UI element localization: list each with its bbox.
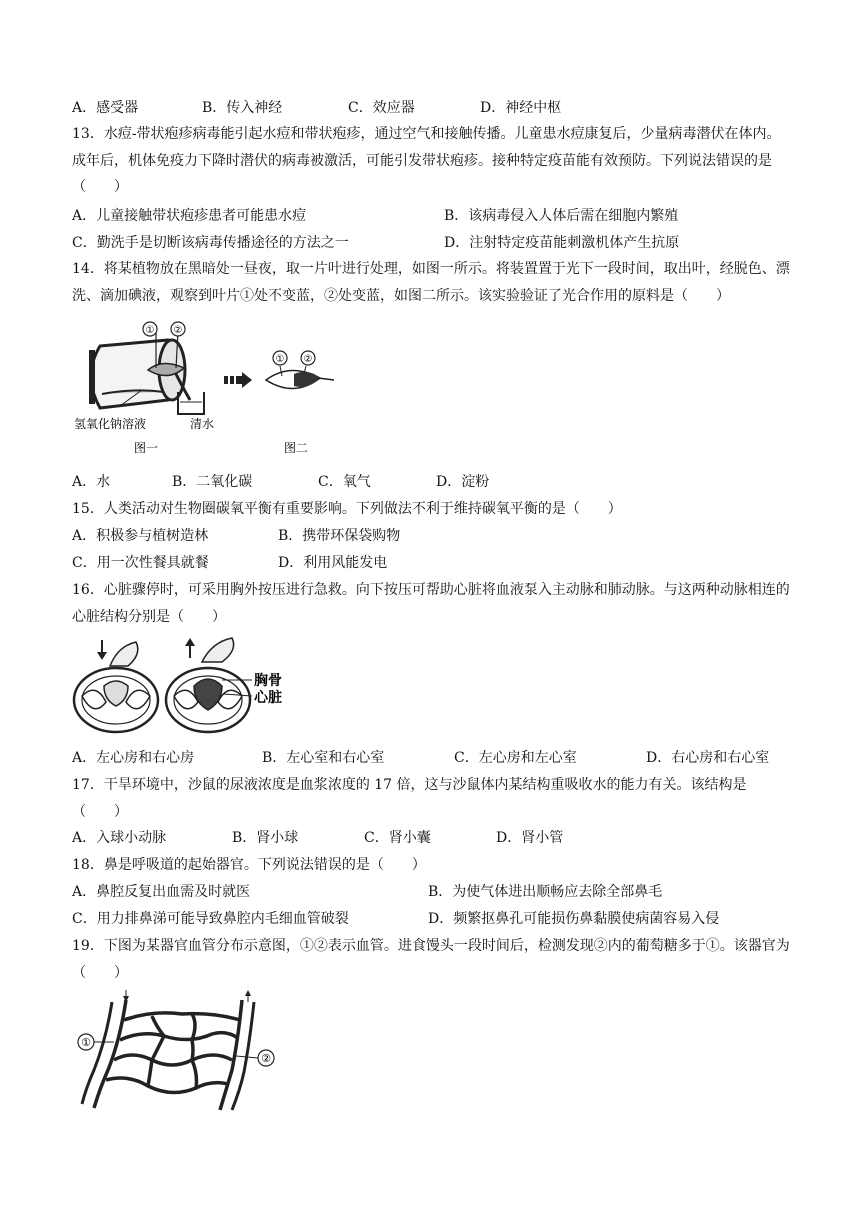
q16-option-a: A．左心房和右心房 [72,750,195,766]
sternum-label: 胸骨 [254,673,282,689]
heart-label: 心脏 [254,690,282,706]
q15-option-a: A．积极参与植树造林 [72,528,209,544]
q17-option-a: A．入球小动脉 [72,830,167,846]
fig1-marker-2: ② [173,325,183,336]
q18-option-d: D．频繁抠鼻孔可能损伤鼻黏膜使病菌容易入侵 [428,911,720,927]
water-label: 清水 [190,417,215,431]
q12-option-b: B．传入神经 [202,100,283,116]
q15-option-c: C．用一次性餐具就餐 [72,555,209,571]
leaf-result-icon [266,370,334,388]
q17-option-c: C．肾小囊 [364,830,431,846]
q19-figure [72,990,282,1116]
fig1-marker-1: ① [145,325,155,336]
q15-option-b: B．携带环保袋购物 [278,528,401,544]
q15-stem: 15．人类活动对生物圈碳氧平衡有重要影响。下列做法不利于维持碳氧平衡的是（ ） [72,501,622,517]
q12-option-d: D．神经中枢 [480,100,562,116]
q13-option-d: D．注射特定疫苗能刺激机体产生抗原 [444,235,680,251]
fig2-caption: 图二 [284,441,309,455]
q13-option-b: B．该病毒侵入人体后需在细胞内繁殖 [444,208,679,224]
q14-option-a: A．水 [72,474,111,490]
q12-option-a: A．感受器 [72,100,139,116]
q13-stem: 13．水痘-带状疱疹病毒能引起水痘和带状疱疹，通过空气和接触传播。儿童患水痘康复后，少量病毒潜伏在体内。成年后，机体免疫力下降时潜伏的病毒被激活，可能引发带状疱疹。接种特定疫苗能有效预防。下列说法错误的是（ ） [72,126,781,195]
q16-option-c: C．左心房和左心室 [454,750,577,766]
naoh-label: 氢氧化钠溶液 [74,417,147,431]
q14-option-b: B．二氧化碳 [172,474,253,490]
fig-marker-1: ① [81,1036,91,1049]
fig-marker-2: ② [261,1052,271,1065]
q14-stem: 14．将某植物放在黑暗处一昼夜，取一片叶进行处理，如图一所示。将装置置于光下一段时间，取出叶，经脱色、漂洗、滴加碘液，观察到叶片①处不变蓝，②处变蓝，如图二所示。该实验验证了光合作用的原料是（ ） [72,261,790,304]
q19-stem: 19．下图为某器官血管分布示意图，①②表示血管。进食馒头一段时间后，检测发现②内的葡萄糖多于①。该器官为（ ） [72,938,790,981]
q16-option-b: B．左心室和右心室 [262,750,385,766]
q18-stem: 18．鼻是呼吸道的起始器官。下列说法错误的是（ ） [72,857,426,873]
q16-figure [72,636,302,736]
fig2-marker-1: ① [275,354,285,365]
q16-option-d: D．右心房和右心室 [646,750,770,766]
q13-option-a: A．儿童接触带状疱疹患者可能患水痘 [72,208,307,224]
chest-release-icon [166,638,250,732]
fig2-marker-2: ② [303,354,313,365]
fig1-caption: 图一 [134,441,159,455]
q12-option-c: C．效应器 [348,100,415,116]
q17-option-d: D．肾小管 [496,830,564,846]
q18-option-a: A．鼻腔反复出血需及时就医 [72,884,251,900]
water-cup-icon [178,392,204,414]
q13-option-c: C．勤洗手是切断该病毒传播途径的方法之一 [72,235,349,251]
q15-option-d: D．利用风能发电 [278,555,388,571]
capillary-network-icon [82,1000,254,1110]
q14-figure [72,318,342,460]
chest-press-down-icon [74,642,158,732]
q17-option-b: B．肾小球 [232,830,299,846]
q18-option-b: B．为使气体进出顺畅应去除全部鼻毛 [428,884,663,900]
arrow-right-icon [224,372,252,388]
q14-option-c: C．氧气 [318,474,371,490]
q18-option-c: C．用力排鼻涕可能导致鼻腔内毛细血管破裂 [72,911,349,927]
q14-option-d: D．淀粉 [436,474,490,490]
q17-stem: 17．干旱环境中，沙鼠的尿液浓度是血浆浓度的 17 倍，这与沙鼠体内某结构重吸收水的能力有关。该结构是（ ） [72,777,747,820]
q16-stem: 16．心脏骤停时，可采用胸外按压进行急救。向下按压可帮助心脏将血液泵入主动脉和肺动脉。与这两种动脉相连的心脏结构分别是（ ） [72,582,790,625]
